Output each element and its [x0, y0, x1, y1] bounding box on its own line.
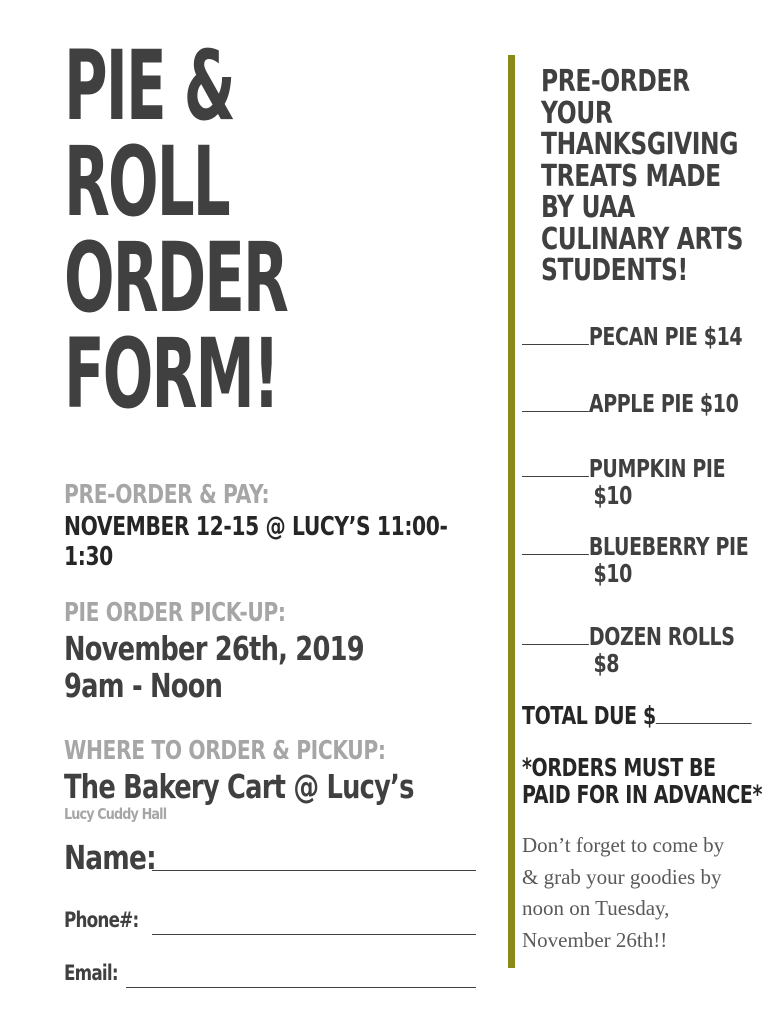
pickup-date: November 26th, 2019: [64, 629, 364, 668]
menu-item-pecan[interactable]: [522, 322, 762, 350]
menu-item-name: PUMPKIN PIE: [588, 454, 726, 483]
headline-line-5: BY UAA: [541, 190, 635, 225]
quantity-blank[interactable]: [522, 322, 589, 345]
menu-item-price: $8: [593, 649, 620, 678]
menu-item-price: $10: [593, 481, 632, 510]
menu-item-pumpkin[interactable]: [522, 454, 762, 509]
title-line-3: ORDER: [64, 222, 288, 334]
menu-item-blueberry[interactable]: [522, 532, 762, 587]
reminder-note: [522, 830, 762, 956]
quantity-blank[interactable]: [522, 532, 589, 555]
name-line[interactable]: [152, 850, 476, 871]
phone-label: Phone#:: [64, 908, 139, 932]
note-line-2: & grab your goodies by: [522, 864, 722, 889]
advance-line-2: PAID FOR IN ADVANCE*: [522, 780, 763, 809]
note-line-4: November 26th!!: [522, 927, 668, 952]
menu-item-name: APPLE PIE $10: [588, 389, 739, 418]
title-line-1: PIE &: [64, 30, 234, 142]
title-line-4: FORM!: [64, 318, 279, 430]
headline-line-4: TREATS MADE: [541, 158, 721, 194]
total-label: TOTAL DUE $: [522, 701, 656, 730]
where-label: WHERE TO ORDER & PICKUP:: [64, 736, 386, 766]
pickup-label: PIE ORDER PICK-UP:: [64, 598, 286, 628]
preorder-section: [64, 480, 484, 572]
headline-line-2: YOUR: [541, 95, 613, 131]
phone-field[interactable]: [64, 908, 484, 938]
title-line-2: ROLL: [64, 126, 229, 238]
pickup-time: 9am - Noon: [64, 666, 223, 705]
name-label: Name:: [64, 838, 156, 877]
accent-rule: [508, 55, 515, 968]
menu-item-name: BLUEBERRY PIE: [588, 532, 749, 561]
advance-notice: [522, 754, 762, 808]
headline-line-3: THANKSGIVING: [541, 127, 739, 162]
email-field[interactable]: [64, 961, 484, 991]
headline: [541, 66, 770, 287]
total-due[interactable]: [522, 701, 762, 729]
where-section: [64, 736, 484, 823]
menu-item-apple[interactable]: [522, 389, 762, 417]
advance-line-1: *ORDERS MUST BE: [522, 753, 716, 782]
note-line-1: Don’t forget to come by: [522, 833, 725, 857]
form-title: [64, 30, 331, 430]
note-line-3: noon on Tuesday,: [522, 896, 670, 920]
menu-item-price: $10: [593, 559, 632, 588]
pickup-section: [64, 598, 484, 704]
total-blank[interactable]: [656, 701, 752, 724]
where-hall: Lucy Cuddy Hall: [64, 805, 167, 823]
headline-line-7: STUDENTS!: [541, 253, 688, 288]
quantity-blank[interactable]: [522, 622, 589, 645]
preorder-label: PRE-ORDER & PAY:: [64, 480, 270, 510]
quantity-blank[interactable]: [522, 454, 589, 477]
headline-line-1: PRE-ORDER: [541, 64, 690, 99]
quantity-blank[interactable]: [522, 389, 589, 412]
email-label: Email:: [64, 961, 118, 985]
where-place: The Bakery Cart @ Lucy’s: [64, 767, 414, 806]
menu-item-rolls[interactable]: [522, 622, 762, 677]
name-field[interactable]: [64, 838, 484, 882]
menu-item-name: PECAN PIE $14: [588, 322, 743, 351]
email-line[interactable]: [126, 967, 476, 988]
preorder-text: NOVEMBER 12-15 @ LUCY’S 11:00-1:30: [64, 512, 448, 572]
headline-line-6: CULINARY ARTS: [541, 221, 744, 257]
menu-item-name: DOZEN ROLLS: [588, 622, 735, 651]
phone-line[interactable]: [152, 914, 476, 935]
